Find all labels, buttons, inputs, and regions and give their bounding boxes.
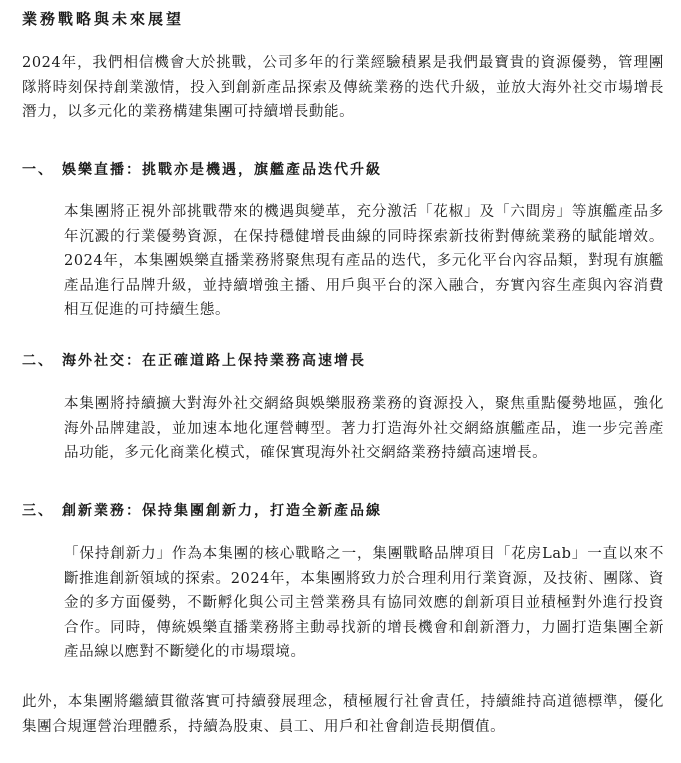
closing-paragraph: 此外，本集團將繼續貫徹落實可持續發展理念，積極履行社會責任，持續維持高道德標準，優化集團合規運營治理體系，持續為股東、員工、用戶和社會創造長期價值。 bbox=[22, 694, 664, 735]
section-title-3: 創新業務：保持集團創新力，打造全新產品線 bbox=[62, 503, 382, 519]
section-body-2: 本集團將持續擴大對海外社交網絡與娛樂服務業務的資源投入，聚焦重點優勢地區，強化海外品牌建設，並加速本地化運營轉型。著力打造海外社交網絡旗艦產品，進一步完善產品功能，多元化商業化模式，確保實現海外社交網絡業務持續高速增長。 bbox=[64, 396, 664, 461]
section-body-1: 本集團將正視外部挑戰帶來的機遇與變革，充分激活「花椒」及「六間房」等旗艦產品多年沉澱的行業優勢資源，在保持穩健增長曲線的同時探索新技術對傳統業務的賦能增效。2024年，本集團娛樂直播業務將聚焦現有產品的迭代，多元化平台內容品類，對現有旗艦產品進行品牌升級，並持續增強主播、用戶與平台的深入融合，夯實內容生產與內容消費相互促進的可持續生態。 bbox=[64, 204, 664, 318]
section-title-2: 海外社交：在正確道路上保持業務高速增長 bbox=[62, 353, 366, 369]
section-body-3: 「保持創新力」作為本集團的核心戰略之一，集團戰略品牌項目「花房Lab」一直以來不斷推進創新領域的探索。2024年，本集團將致力於合理利用行業資源，及技術、團隊、資金的多方面優勢，不斷孵化與公司主營業務具有協同效應的創新項目並積極對外進行投資合作。同時，傳統娛樂直播業務將主動尋找新的增長機會和創新潛力，力圖打造集團全新產品線以應對不斷變化的市場環境。 bbox=[64, 546, 664, 660]
section-heading-1 bbox=[22, 160, 382, 180]
intro-paragraph: 2024年，我們相信機會大於挑戰，公司多年的行業經驗積累是我們最寶貴的資源優勢，管理團隊將時刻保持創業激情，投入到創新產品探索及傳統業務的迭代升級，並放大海外社交市場增長潛力，以多元化的業務構建集團可持續增長動能。 bbox=[22, 55, 664, 120]
section-number-1: 一、 bbox=[22, 162, 54, 178]
section-title-1: 娛樂直播：挑戰亦是機遇，旗艦產品迭代升級 bbox=[62, 162, 382, 178]
section-heading-3 bbox=[22, 501, 382, 521]
section-heading-2 bbox=[22, 351, 366, 371]
page-title: 業務戰略與未來展望 bbox=[22, 10, 185, 28]
section-number-2: 二、 bbox=[22, 353, 54, 369]
section-number-3: 三、 bbox=[22, 503, 54, 519]
